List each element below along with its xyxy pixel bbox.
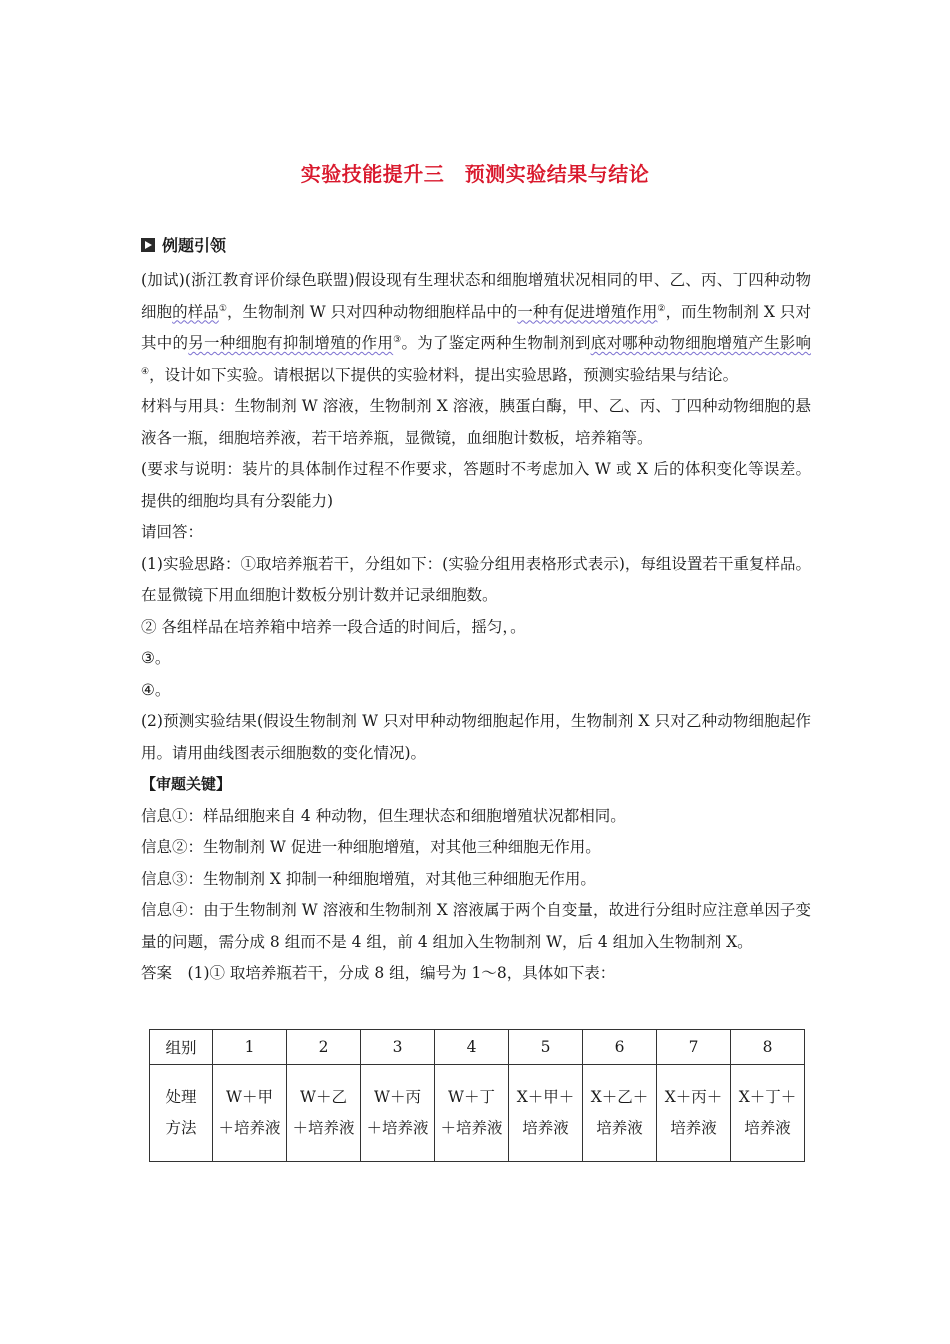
question-2: (2)预测实验结果(假设生物制剂 W 只对甲种动物细胞起作用，生物制剂 X 只对乙种动物细胞起作用。请用曲线图表示细胞数的变化情况)。 — [141, 712, 811, 762]
section-heading — [141, 233, 226, 256]
table-row — [150, 1065, 805, 1162]
table-column-header: 5 — [509, 1030, 583, 1065]
table-cell: X＋丙＋培养液 — [657, 1065, 731, 1162]
table-cell: X＋乙＋培养液 — [583, 1065, 657, 1162]
table-cell: W＋丙＋培养液 — [361, 1065, 435, 1162]
info-3: 信息③：生物制剂 X 抑制一种细胞增殖，对其他三种细胞无作用。 — [141, 869, 596, 888]
table-column-header: 6 — [583, 1030, 657, 1065]
answer-label: 答案 — [141, 964, 173, 982]
page-title: 实验技能提升三 预测实验结果与结论 — [300, 162, 650, 186]
requirements: (要求与说明：装片的具体制作过程不作要求，答题时不考虑加入 W 或 X 后的体积变化等误差。提供的细胞均具有分裂能力) — [141, 460, 811, 510]
question-1: (1)实验思路：①取培养瓶若干，分组如下：(实验分组用表格形式表示)，每组设置若干重复样品。在显微镜下用血细胞计数板分别计数并记录细胞数。 — [141, 554, 811, 604]
table-column-header: 8 — [731, 1030, 805, 1065]
play-icon — [141, 238, 155, 252]
table-cell: W＋丁＋培养液 — [435, 1065, 509, 1162]
question-1-step-4: ④。 — [141, 680, 171, 699]
key-heading: 【审题关键】 — [141, 775, 232, 793]
table-column-header: 4 — [435, 1030, 509, 1065]
document-body — [141, 265, 811, 990]
table-column-header: 3 — [361, 1030, 435, 1065]
answer-text: (1)① 取培养瓶若干，分成 8 组，编号为 1～8，具体如下表： — [187, 964, 616, 982]
info-1: 信息①：样品细胞来自 4 种动物，但生理状态和细胞增殖状况都相同。 — [141, 806, 626, 825]
table-row-label: 处理方法 — [150, 1065, 213, 1162]
info-4: 信息④：由于生物制剂 W 溶液和生物制剂 X 溶液属于两个自变量，故进行分组时应注意单因子变量的问题，需分成 8 组而不是 4 组，前 4 组加入生物制剂 W，后 4 组加入生物制剂 X。 — [141, 901, 811, 951]
table-column-header: 2 — [287, 1030, 361, 1065]
table-header-row — [150, 1030, 805, 1065]
table-cell: X＋丁＋培养液 — [731, 1065, 805, 1162]
grouping-table — [149, 1029, 805, 1162]
table-column-header: 7 — [657, 1030, 731, 1065]
table-cell: W＋乙＋培养液 — [287, 1065, 361, 1162]
table-cell: X＋甲＋培养液 — [509, 1065, 583, 1162]
answer — [141, 958, 811, 990]
table-cell: W＋甲＋培养液 — [213, 1065, 287, 1162]
question-1-step-3: ③。 — [141, 649, 171, 667]
table-header-label: 组别 — [150, 1030, 213, 1065]
materials: 材料与用具：生物制剂 W 溶液，生物制剂 X 溶液，胰蛋白酶，甲、乙、丙、丁四种动物细胞的悬液各一瓶，细胞培养液，若干培养瓶，显微镜，血细胞计数板，培养箱等。 — [141, 397, 811, 447]
please-answer: 请回答： — [141, 523, 204, 541]
table-column-header: 1 — [213, 1030, 287, 1065]
section-heading-label: 例题引领 — [162, 236, 227, 255]
question-1-step-2: ② 各组样品在培养箱中培养一段合适的时间后，摇匀，。 — [141, 617, 526, 636]
info-2: 信息②：生物制剂 W 促进一种细胞增殖，对其他三种细胞无作用。 — [141, 838, 601, 856]
question-intro: (加试)(浙江教育评价绿色联盟)假设现有生理状态和细胞增殖状况相同的甲、乙、丙、丁四种动物细胞的样品①，生物制剂 W 只对四种动物细胞样品中的一种有促进增殖作用②，而生物制剂 X 只对其中的另一种细胞有抑制增殖的作用③。为了鉴定两种生物制剂到底对哪种动物细胞增殖产生影响④，设计如下实验。请根据以下提供的实验材料，提出实验思路，预测实验结果与结论。 — [141, 271, 811, 384]
